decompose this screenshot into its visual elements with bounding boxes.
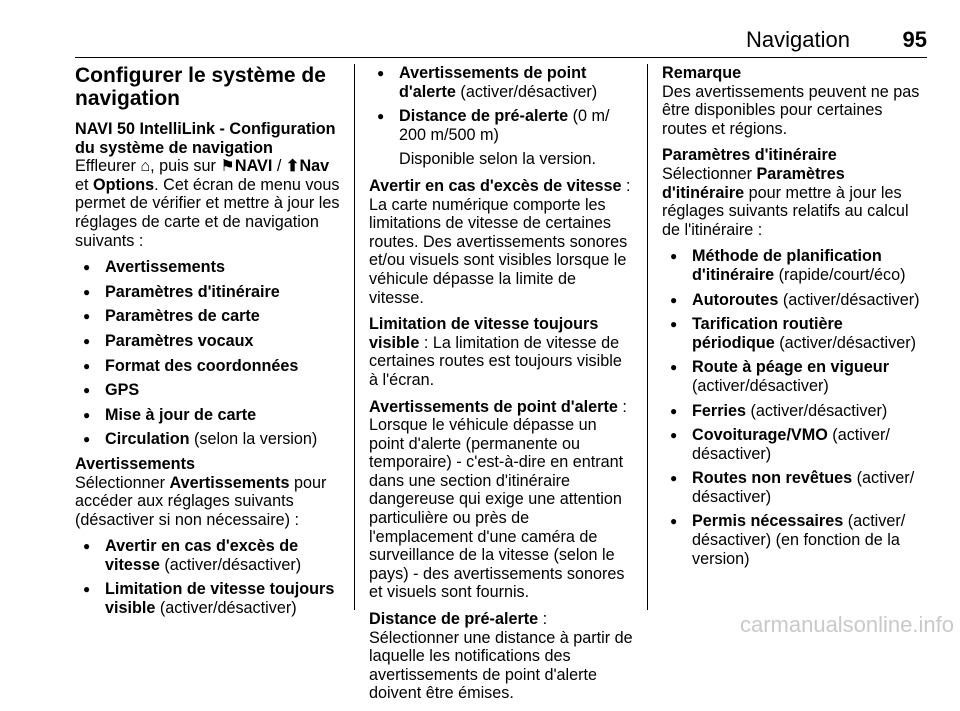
options-label: Options (93, 175, 155, 194)
list-item: ● Covoiturage/VMO (activer/ désactiver) (662, 426, 927, 463)
navi-label: NAVI (234, 157, 273, 176)
column-2 (369, 64, 633, 711)
list-item: ● Tarification routière périodique (activer/désactiver) (662, 315, 927, 352)
home-icon: ⌂ (140, 157, 151, 176)
list-item: ● Avertir en cas d'excès de vitesse (activer/désactiver) (75, 537, 343, 574)
note-text: Des avertissements peuvent ne pas être disponibles pour certaines routes et régions. (662, 82, 920, 138)
list-item: ● Permis nécessaires (activer/ désactiver) (en fonction de la version) (662, 512, 927, 568)
arrow-up-icon: ⬆ (285, 157, 300, 176)
list-item: ● Format des coordonnées (75, 357, 343, 376)
list-item: ● Ferries (activer/désactiver) (662, 402, 927, 421)
itinerary-heading: Paramètres d'itinéraire (662, 146, 837, 165)
avertissements-intro: Sélectionner Avertissements pour accéder aux réglages suivants (désactiver si non nécessaire) : (75, 473, 327, 529)
paragraph: Distance de pré-alerte : Sélectionner une distance à partir de laquelle les notifications des avertissements de point d'alerte doivent être émises. (369, 610, 633, 703)
paragraph: Avertir en cas d'excès de vitesse : La carte numérique comporte les limitations de vitesse de certaines routes. Des avertissements sonores et/ou visuels sont visibles lorsque le véhicule dépasse la limite de vitesse. (369, 176, 631, 307)
availability-note: Disponible selon la version. (399, 150, 597, 169)
subheading: NAVI 50 IntelliLink - Configuration du système de navigation (75, 120, 336, 157)
section-title: Navigation (746, 27, 850, 52)
column-3 (662, 64, 927, 574)
list-item: ● Méthode de planification d'itinéraire (rapide/court/éco) (662, 247, 927, 284)
list-item: ● Route à péage en vigueur (activer/désactiver) (662, 358, 927, 395)
avertissements-list (75, 537, 343, 617)
list-item: ● Autoroutes (activer/désactiver) (662, 291, 927, 310)
avertissements-heading: Avertissements (75, 454, 195, 473)
list-item: ● Circulation (selon la version) (75, 430, 343, 449)
list-item: ● Paramètres de carte (75, 307, 343, 326)
list-item: ● Distance de pré-alerte (0 m/ 200 m/500 m) (369, 107, 633, 144)
list-item: ● Paramètres d'itinéraire (75, 283, 343, 302)
column-divider-2 (647, 64, 648, 610)
paragraph: Limitation de vitesse toujours visible : La limitation de vitesse de certaines routes est toujours visible à l'écran. (369, 315, 622, 389)
nav-label: Nav (299, 157, 330, 176)
header-rule (75, 57, 927, 58)
itinerary-intro: Sélectionner Paramètres d'itinéraire pour mettre à jour les réglages suivants relatifs au calcul de l'itinéraire : (662, 164, 909, 239)
alert-list (369, 64, 633, 144)
column-divider-1 (354, 64, 355, 610)
list-item: ● Mise à jour de carte (75, 406, 343, 425)
column-1 (75, 64, 343, 624)
flag-icon: ⚑ (220, 157, 235, 176)
settings-list (75, 258, 343, 449)
paragraph: Avertissements de point d'alerte : Lorsque le véhicule dépasse un point d'alerte (permanente ou temporaire) - c'est-à-dire en entrant dans une section d'itinéraire dangereuse qui exige une attention particulière ou près de l'emplacement d'une caméra de surveillance de la vitesse (selon le pays) - des avertissements sonores et visuels sont fournis. (369, 397, 627, 602)
list-item: ● Limitation de vitesse toujours visible (activer/désactiver) (75, 580, 343, 617)
list-item: ● Routes non revêtues (activer/ désactiver) (662, 469, 927, 506)
list-item: ● Avertissements (75, 258, 343, 277)
list-item: ● Paramètres vocaux (75, 332, 343, 351)
page-number: 95 (902, 27, 927, 52)
list-item: ● GPS (75, 381, 343, 400)
list-item: ● Avertissements de point d'alerte (activer/désactiver) (369, 64, 633, 101)
itinerary-list (662, 247, 927, 568)
watermark: carmanualsonline.info (739, 612, 954, 637)
section-heading: Configurer le système de navigation (75, 64, 326, 110)
page-header (0, 0, 960, 58)
note-title: Remarque (662, 64, 742, 82)
intro-paragraph: Effleurer ⌂, puis sur ⚑NAVI / ⬆Nav et Options. Cet écran de menu vous permet de vérifier et mettre à jour les réglages de carte et de navigation suivants : (75, 157, 340, 250)
